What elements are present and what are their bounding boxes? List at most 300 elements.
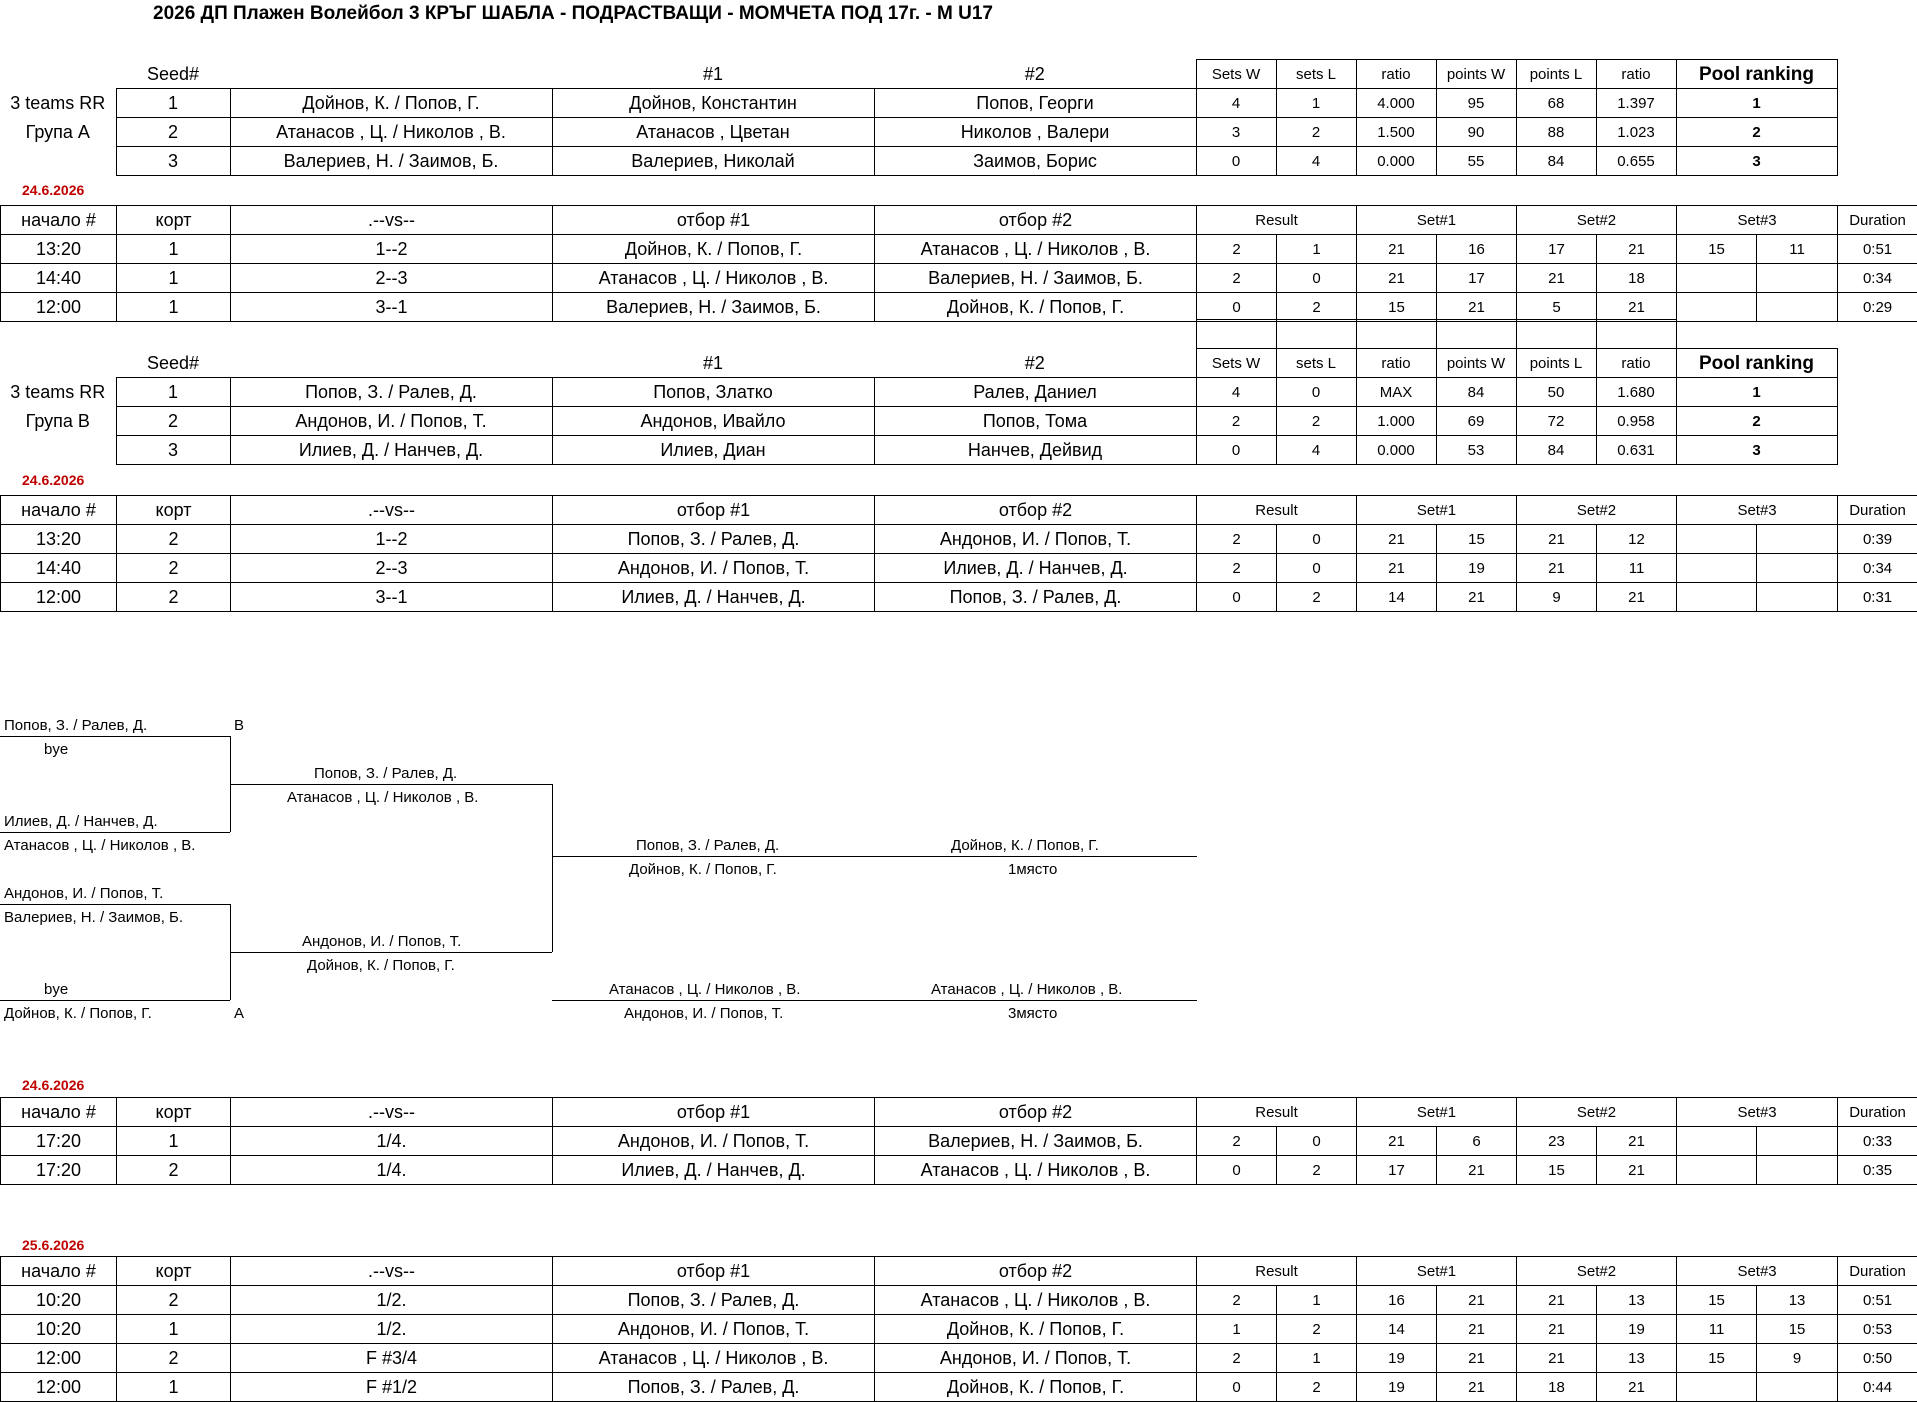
pool-rank: 3 — [1676, 436, 1837, 465]
pool-rank: 1 — [1676, 378, 1837, 407]
sets-won: 4 — [1196, 378, 1276, 407]
ratio2-header: ratio — [1596, 349, 1676, 378]
result-team1: 2 — [1197, 1127, 1277, 1156]
seed: 2 — [116, 118, 230, 147]
player2-name: Попов, Георги — [874, 89, 1196, 118]
duration: 0:39 — [1838, 525, 1917, 554]
result-team2: 1 — [1277, 235, 1357, 264]
team2: Попов, З. / Ралев, Д. — [875, 583, 1197, 612]
pool-rank: 2 — [1676, 407, 1837, 436]
seed: 1 — [116, 89, 230, 118]
result-header: Result — [1197, 496, 1357, 525]
pool-ranking-header: Pool ranking — [1676, 349, 1837, 378]
bracket-seed-tag: B — [234, 717, 244, 734]
points-l-header: points L — [1516, 349, 1596, 378]
team1: Атанасов , Ц. / Николов , В. — [553, 1344, 875, 1373]
set3-team2 — [1757, 554, 1838, 583]
set1-team1: 16 — [1357, 1286, 1437, 1315]
bracket-team: Илиев, Д. / Нанчев, Д. — [4, 813, 158, 830]
team1: Илиев, Д. / Нанчев, Д. — [553, 583, 875, 612]
set1-team1: 19 — [1357, 1344, 1437, 1373]
set2-header: Set#2 — [1517, 206, 1677, 235]
player1-header: #1 — [552, 60, 874, 89]
match-row — [1, 1315, 1917, 1344]
points-w-header: points W — [1436, 349, 1516, 378]
set2-team1: 17 — [1517, 235, 1597, 264]
points-ratio: 1.023 — [1596, 118, 1676, 147]
start-time: 14:40 — [1, 264, 117, 293]
bracket-line — [0, 736, 230, 737]
duration-header: Duration — [1838, 1098, 1917, 1127]
set3-team2 — [1757, 1127, 1838, 1156]
duration: 0:29 — [1838, 293, 1917, 322]
bracket-line — [552, 784, 553, 952]
points-lost: 68 — [1516, 89, 1596, 118]
set3-team1 — [1677, 264, 1757, 293]
set2-team1: 15 — [1517, 1156, 1597, 1185]
set2-team2: 13 — [1597, 1344, 1677, 1373]
team2: Атанасов , Ц. / Николов , В. — [875, 235, 1197, 264]
vs-header: .--vs-- — [231, 496, 553, 525]
set3-team1: 15 — [1677, 1286, 1757, 1315]
team2: Андонов, И. / Попов, Т. — [875, 1344, 1197, 1373]
set1-team1: 21 — [1357, 235, 1437, 264]
sets-ratio: 0.000 — [1356, 436, 1436, 465]
points-lost: 84 — [1516, 147, 1596, 176]
team2: Илиев, Д. / Нанчев, Д. — [875, 554, 1197, 583]
player1-header: #1 — [552, 349, 874, 378]
pool-a-standings — [0, 59, 1838, 176]
match-id: 1--2 — [231, 235, 553, 264]
set2-header: Set#2 — [1517, 1098, 1677, 1127]
result-team1: 1 — [1197, 1315, 1277, 1344]
points-l-header: points L — [1516, 60, 1596, 89]
set3-team2 — [1757, 525, 1838, 554]
sets-ratio: 4.000 — [1356, 89, 1436, 118]
team2: Валериев, Н. / Заимов, Б. — [875, 264, 1197, 293]
player2-name: Попов, Тома — [874, 407, 1196, 436]
court: 2 — [117, 583, 231, 612]
match-id: 1/2. — [231, 1315, 553, 1344]
set1-team2: 16 — [1437, 235, 1517, 264]
match-id: 3--1 — [231, 293, 553, 322]
set3-team1 — [1677, 1127, 1757, 1156]
set1-team1: 17 — [1357, 1156, 1437, 1185]
start-time: 13:20 — [1, 235, 117, 264]
team-name: Илиев, Д. / Нанчев, Д. — [230, 436, 552, 465]
bracket-team: Дойнов, К. / Попов, Г. — [307, 957, 455, 974]
court: 2 — [117, 1286, 231, 1315]
result-header: Result — [1197, 1098, 1357, 1127]
set3-team1 — [1677, 525, 1757, 554]
match-row — [1, 1373, 1917, 1402]
match-row — [1, 264, 1917, 293]
start-time: 10:20 — [1, 1286, 117, 1315]
sets-lost: 0 — [1276, 378, 1356, 407]
playoff1-matches — [0, 1097, 1917, 1185]
bracket-seed-tag: A — [234, 1005, 244, 1022]
set2-team2: 21 — [1597, 293, 1677, 322]
sets-won: 2 — [1196, 407, 1276, 436]
set1-team1: 14 — [1357, 583, 1437, 612]
start-time: 17:20 — [1, 1156, 117, 1185]
team1: Попов, З. / Ралев, Д. — [553, 525, 875, 554]
sets-won: 0 — [1196, 147, 1276, 176]
result-team2: 1 — [1277, 1344, 1357, 1373]
result-team2: 2 — [1277, 1315, 1357, 1344]
set3-header: Set#3 — [1677, 1098, 1838, 1127]
start-time: 13:20 — [1, 525, 117, 554]
set2-team1: 21 — [1517, 1344, 1597, 1373]
bracket-place: 3място — [1008, 1005, 1057, 1022]
set2-team1: 18 — [1517, 1373, 1597, 1402]
bracket-team: Андонов, И. / Попов, Т. — [624, 1005, 783, 1022]
sets-ratio: MAX — [1356, 378, 1436, 407]
player2-name: Николов , Валери — [874, 118, 1196, 147]
set3-header: Set#3 — [1677, 206, 1838, 235]
court-header: корт — [117, 206, 231, 235]
bracket-team: Андонов, И. / Попов, Т. — [302, 933, 461, 950]
bracket-team: Попов, З. / Ралев, Д. — [636, 837, 779, 854]
sets-ratio: 0.000 — [1356, 147, 1436, 176]
start-time: 12:00 — [1, 1373, 117, 1402]
set2-team2: 13 — [1597, 1286, 1677, 1315]
player1-name: Дойнов, Константин — [552, 89, 874, 118]
bracket-team: Попов, З. / Ралев, Д. — [314, 765, 457, 782]
playoff2-date: 25.6.2026 — [22, 1237, 84, 1253]
vs-header: .--vs-- — [231, 1257, 553, 1286]
match-id: F #3/4 — [231, 1344, 553, 1373]
result-team1: 2 — [1197, 235, 1277, 264]
set2-team2: 12 — [1597, 525, 1677, 554]
set3-team1 — [1677, 554, 1757, 583]
team1: Илиев, Д. / Нанчев, Д. — [553, 1156, 875, 1185]
start-time: 10:20 — [1, 1315, 117, 1344]
bracket-line — [0, 832, 230, 833]
team1: Андонов, И. / Попов, Т. — [553, 1315, 875, 1344]
points-won: 69 — [1436, 407, 1516, 436]
team-name: Атанасов , Ц. / Николов , В. — [230, 118, 552, 147]
player1-name: Илиев, Диан — [552, 436, 874, 465]
team-name: Попов, З. / Ралев, Д. — [230, 378, 552, 407]
team1: Дойнов, К. / Попов, Г. — [553, 235, 875, 264]
set1-team1: 21 — [1357, 1127, 1437, 1156]
set3-team2: 15 — [1757, 1315, 1838, 1344]
points-won: 53 — [1436, 436, 1516, 465]
seed: 2 — [116, 407, 230, 436]
set1-team2: 21 — [1437, 583, 1517, 612]
set1-team2: 21 — [1437, 1315, 1517, 1344]
set1-team1: 21 — [1357, 264, 1437, 293]
bracket-team: Валериев, Н. / Заимов, Б. — [4, 909, 183, 926]
match-row — [1, 583, 1917, 612]
team-name: Дойнов, К. / Попов, Г. — [230, 89, 552, 118]
set1-team1: 15 — [1357, 293, 1437, 322]
pool-type-label: 3 teams RR — [0, 378, 116, 407]
set1-team2: 21 — [1437, 1344, 1517, 1373]
team1-header: отбор #1 — [553, 206, 875, 235]
set2-team1: 21 — [1517, 1315, 1597, 1344]
set3-team2 — [1757, 1156, 1838, 1185]
points-ratio: 0.655 — [1596, 147, 1676, 176]
team-name: Андонов, И. / Попов, Т. — [230, 407, 552, 436]
team2: Андонов, И. / Попов, Т. — [875, 525, 1197, 554]
set1-team2: 6 — [1437, 1127, 1517, 1156]
result-team2: 2 — [1277, 1373, 1357, 1402]
court: 1 — [117, 293, 231, 322]
court: 1 — [117, 235, 231, 264]
bracket-line — [230, 784, 552, 785]
sets-l-header: sets L — [1276, 349, 1356, 378]
seed: 3 — [116, 436, 230, 465]
bracket-line — [230, 952, 552, 953]
set1-team2: 19 — [1437, 554, 1517, 583]
set1-team2: 21 — [1437, 1373, 1517, 1402]
result-header: Result — [1197, 206, 1357, 235]
start-time: 12:00 — [1, 583, 117, 612]
set1-header: Set#1 — [1357, 1257, 1517, 1286]
sets-lost: 2 — [1276, 407, 1356, 436]
points-lost: 50 — [1516, 378, 1596, 407]
result-team2: 0 — [1277, 1127, 1357, 1156]
court-header: корт — [117, 1098, 231, 1127]
points-won: 55 — [1436, 147, 1516, 176]
court: 2 — [117, 1156, 231, 1185]
sets-lost: 1 — [1276, 89, 1356, 118]
match-id: 3--1 — [231, 583, 553, 612]
duration: 0:34 — [1838, 264, 1917, 293]
duration: 0:50 — [1838, 1344, 1917, 1373]
result-team1: 2 — [1197, 554, 1277, 583]
match-row — [1, 1127, 1917, 1156]
team1-header: отбор #1 — [553, 1257, 875, 1286]
pool-rank: 3 — [1676, 147, 1837, 176]
set2-team1: 5 — [1517, 293, 1597, 322]
result-team2: 2 — [1277, 583, 1357, 612]
sets-w-header: Sets W — [1196, 60, 1276, 89]
duration-header: Duration — [1838, 206, 1917, 235]
points-ratio: 0.958 — [1596, 407, 1676, 436]
result-team1: 2 — [1197, 1286, 1277, 1315]
sets-w-header: Sets W — [1196, 349, 1276, 378]
set3-header: Set#3 — [1677, 496, 1838, 525]
result-team1: 2 — [1197, 264, 1277, 293]
playoff1-date: 24.6.2026 — [22, 1077, 84, 1093]
player2-header: #2 — [874, 60, 1196, 89]
set3-team2 — [1757, 583, 1838, 612]
set1-team1: 19 — [1357, 1373, 1437, 1402]
match-row — [1, 235, 1917, 264]
court: 1 — [117, 1315, 231, 1344]
start-time: 12:00 — [1, 1344, 117, 1373]
start-time: 12:00 — [1, 293, 117, 322]
pool-b-standings — [0, 319, 1838, 465]
points-lost: 88 — [1516, 118, 1596, 147]
bracket-winner: Дойнов, К. / Попов, Г. — [951, 837, 1099, 854]
points-won: 84 — [1436, 378, 1516, 407]
bracket-line — [0, 904, 230, 905]
set2-team2: 11 — [1597, 554, 1677, 583]
bracket-line — [552, 856, 1197, 857]
pool-type-label: 3 teams RR — [0, 89, 116, 118]
player1-name: Атанасов , Цветан — [552, 118, 874, 147]
team2: Дойнов, К. / Попов, Г. — [875, 1315, 1197, 1344]
duration: 0:51 — [1838, 235, 1917, 264]
points-ratio: 0.631 — [1596, 436, 1676, 465]
set3-team1: 11 — [1677, 1315, 1757, 1344]
duration: 0:53 — [1838, 1315, 1917, 1344]
player1-name: Валериев, Николай — [552, 147, 874, 176]
pool-rank: 2 — [1676, 118, 1837, 147]
team1: Попов, З. / Ралев, Д. — [553, 1286, 875, 1315]
points-lost: 84 — [1516, 436, 1596, 465]
set2-team1: 23 — [1517, 1127, 1597, 1156]
match-row — [1, 525, 1917, 554]
bracket-bye: bye — [44, 741, 68, 758]
match-id: 1--2 — [231, 525, 553, 554]
team2: Атанасов , Ц. / Николов , В. — [875, 1286, 1197, 1315]
match-id: 2--3 — [231, 554, 553, 583]
court: 2 — [117, 525, 231, 554]
team2: Атанасов , Ц. / Николов , В. — [875, 1156, 1197, 1185]
set2-team1: 21 — [1517, 525, 1597, 554]
team1-header: отбор #1 — [553, 1098, 875, 1127]
points-ratio: 1.680 — [1596, 378, 1676, 407]
player1-name: Андонов, Ивайло — [552, 407, 874, 436]
pool-group-label: Група А — [0, 118, 116, 147]
result-team1: 2 — [1197, 525, 1277, 554]
set3-team1: 15 — [1677, 1344, 1757, 1373]
points-lost: 72 — [1516, 407, 1596, 436]
set2-team2: 18 — [1597, 264, 1677, 293]
pool-b-matches — [0, 495, 1917, 612]
sets-won: 3 — [1196, 118, 1276, 147]
duration: 0:51 — [1838, 1286, 1917, 1315]
pool-b-date: 24.6.2026 — [22, 472, 84, 488]
bracket-team: Дойнов, К. / Попов, Г. — [4, 1005, 152, 1022]
team2-header: отбор #2 — [875, 1098, 1197, 1127]
seed-header: Seed# — [116, 349, 230, 378]
start-header: начало # — [1, 1098, 117, 1127]
pool-a-matches — [0, 205, 1917, 322]
points-ratio: 1.397 — [1596, 89, 1676, 118]
playoff2-matches — [0, 1256, 1917, 1402]
set3-team2 — [1757, 293, 1838, 322]
result-team1: 0 — [1197, 583, 1277, 612]
set2-header: Set#2 — [1517, 1257, 1677, 1286]
court: 2 — [117, 554, 231, 583]
team1: Атанасов , Ц. / Николов , В. — [553, 264, 875, 293]
start-time: 17:20 — [1, 1127, 117, 1156]
set2-team1: 21 — [1517, 1286, 1597, 1315]
team2-header: отбор #2 — [875, 1257, 1197, 1286]
set3-team2: 13 — [1757, 1286, 1838, 1315]
match-id: 1/2. — [231, 1286, 553, 1315]
start-time: 14:40 — [1, 554, 117, 583]
page-title: 2026 ДП Плажен Волейбол 3 КРЪГ ШАБЛА - ПОДРАСТВАЩИ - МОМЧЕТА ПОД 17г. - M U17 — [153, 3, 993, 25]
set1-header: Set#1 — [1357, 1098, 1517, 1127]
court: 1 — [117, 1373, 231, 1402]
set1-team1: 21 — [1357, 554, 1437, 583]
match-row — [1, 554, 1917, 583]
player2-name: Нанчев, Дейвид — [874, 436, 1196, 465]
points-won: 95 — [1436, 89, 1516, 118]
team2-header: отбор #2 — [875, 206, 1197, 235]
match-id: F #1/2 — [231, 1373, 553, 1402]
sets-won: 0 — [1196, 436, 1276, 465]
vs-header: .--vs-- — [231, 1098, 553, 1127]
pool-ranking-header: Pool ranking — [1676, 60, 1837, 89]
bracket-bye: bye — [44, 981, 68, 998]
duration: 0:34 — [1838, 554, 1917, 583]
set3-team1 — [1677, 293, 1757, 322]
set3-team2: 9 — [1757, 1344, 1838, 1373]
match-id: 2--3 — [231, 264, 553, 293]
points-won: 90 — [1436, 118, 1516, 147]
match-row — [1, 1286, 1917, 1315]
set1-header: Set#1 — [1357, 206, 1517, 235]
duration: 0:44 — [1838, 1373, 1917, 1402]
points-w-header: points W — [1436, 60, 1516, 89]
pool-a-date: 24.6.2026 — [22, 182, 84, 198]
set1-team2: 17 — [1437, 264, 1517, 293]
match-row — [1, 1344, 1917, 1373]
court-header: корт — [117, 496, 231, 525]
result-team1: 0 — [1197, 1156, 1277, 1185]
set1-team2: 15 — [1437, 525, 1517, 554]
set2-team2: 19 — [1597, 1315, 1677, 1344]
court: 1 — [117, 1127, 231, 1156]
court: 2 — [117, 1344, 231, 1373]
ratio-header: ratio — [1356, 60, 1436, 89]
team1: Андонов, И. / Попов, Т. — [553, 554, 875, 583]
result-team2: 0 — [1277, 525, 1357, 554]
sets-lost: 4 — [1276, 147, 1356, 176]
set1-header: Set#1 — [1357, 496, 1517, 525]
set2-team2: 21 — [1597, 1373, 1677, 1402]
sets-l-header: sets L — [1276, 60, 1356, 89]
result-team2: 0 — [1277, 554, 1357, 583]
sets-lost: 4 — [1276, 436, 1356, 465]
start-header: начало # — [1, 1257, 117, 1286]
player2-header: #2 — [874, 349, 1196, 378]
bracket-winner: Атанасов , Ц. / Николов , В. — [931, 981, 1122, 998]
set2-team2: 21 — [1597, 583, 1677, 612]
set1-team1: 21 — [1357, 525, 1437, 554]
player2-name: Ралев, Даниел — [874, 378, 1196, 407]
set2-team1: 21 — [1517, 554, 1597, 583]
bracket-line — [552, 1000, 1197, 1001]
result-team2: 1 — [1277, 1286, 1357, 1315]
set1-team2: 21 — [1437, 1156, 1517, 1185]
match-id: 1/4. — [231, 1127, 553, 1156]
team1: Андонов, И. / Попов, Т. — [553, 1127, 875, 1156]
ratio2-header: ratio — [1596, 60, 1676, 89]
player2-name: Заимов, Борис — [874, 147, 1196, 176]
set2-team2: 21 — [1597, 1127, 1677, 1156]
set3-team1: 15 — [1677, 235, 1757, 264]
result-team2: 2 — [1277, 1156, 1357, 1185]
duration: 0:33 — [1838, 1127, 1917, 1156]
duration-header: Duration — [1838, 1257, 1917, 1286]
set1-team1: 14 — [1357, 1315, 1437, 1344]
sets-ratio: 1.000 — [1356, 407, 1436, 436]
set3-team2 — [1757, 264, 1838, 293]
sets-lost: 2 — [1276, 118, 1356, 147]
start-header: начало # — [1, 206, 117, 235]
player1-name: Попов, Златко — [552, 378, 874, 407]
result-team1: 2 — [1197, 1344, 1277, 1373]
